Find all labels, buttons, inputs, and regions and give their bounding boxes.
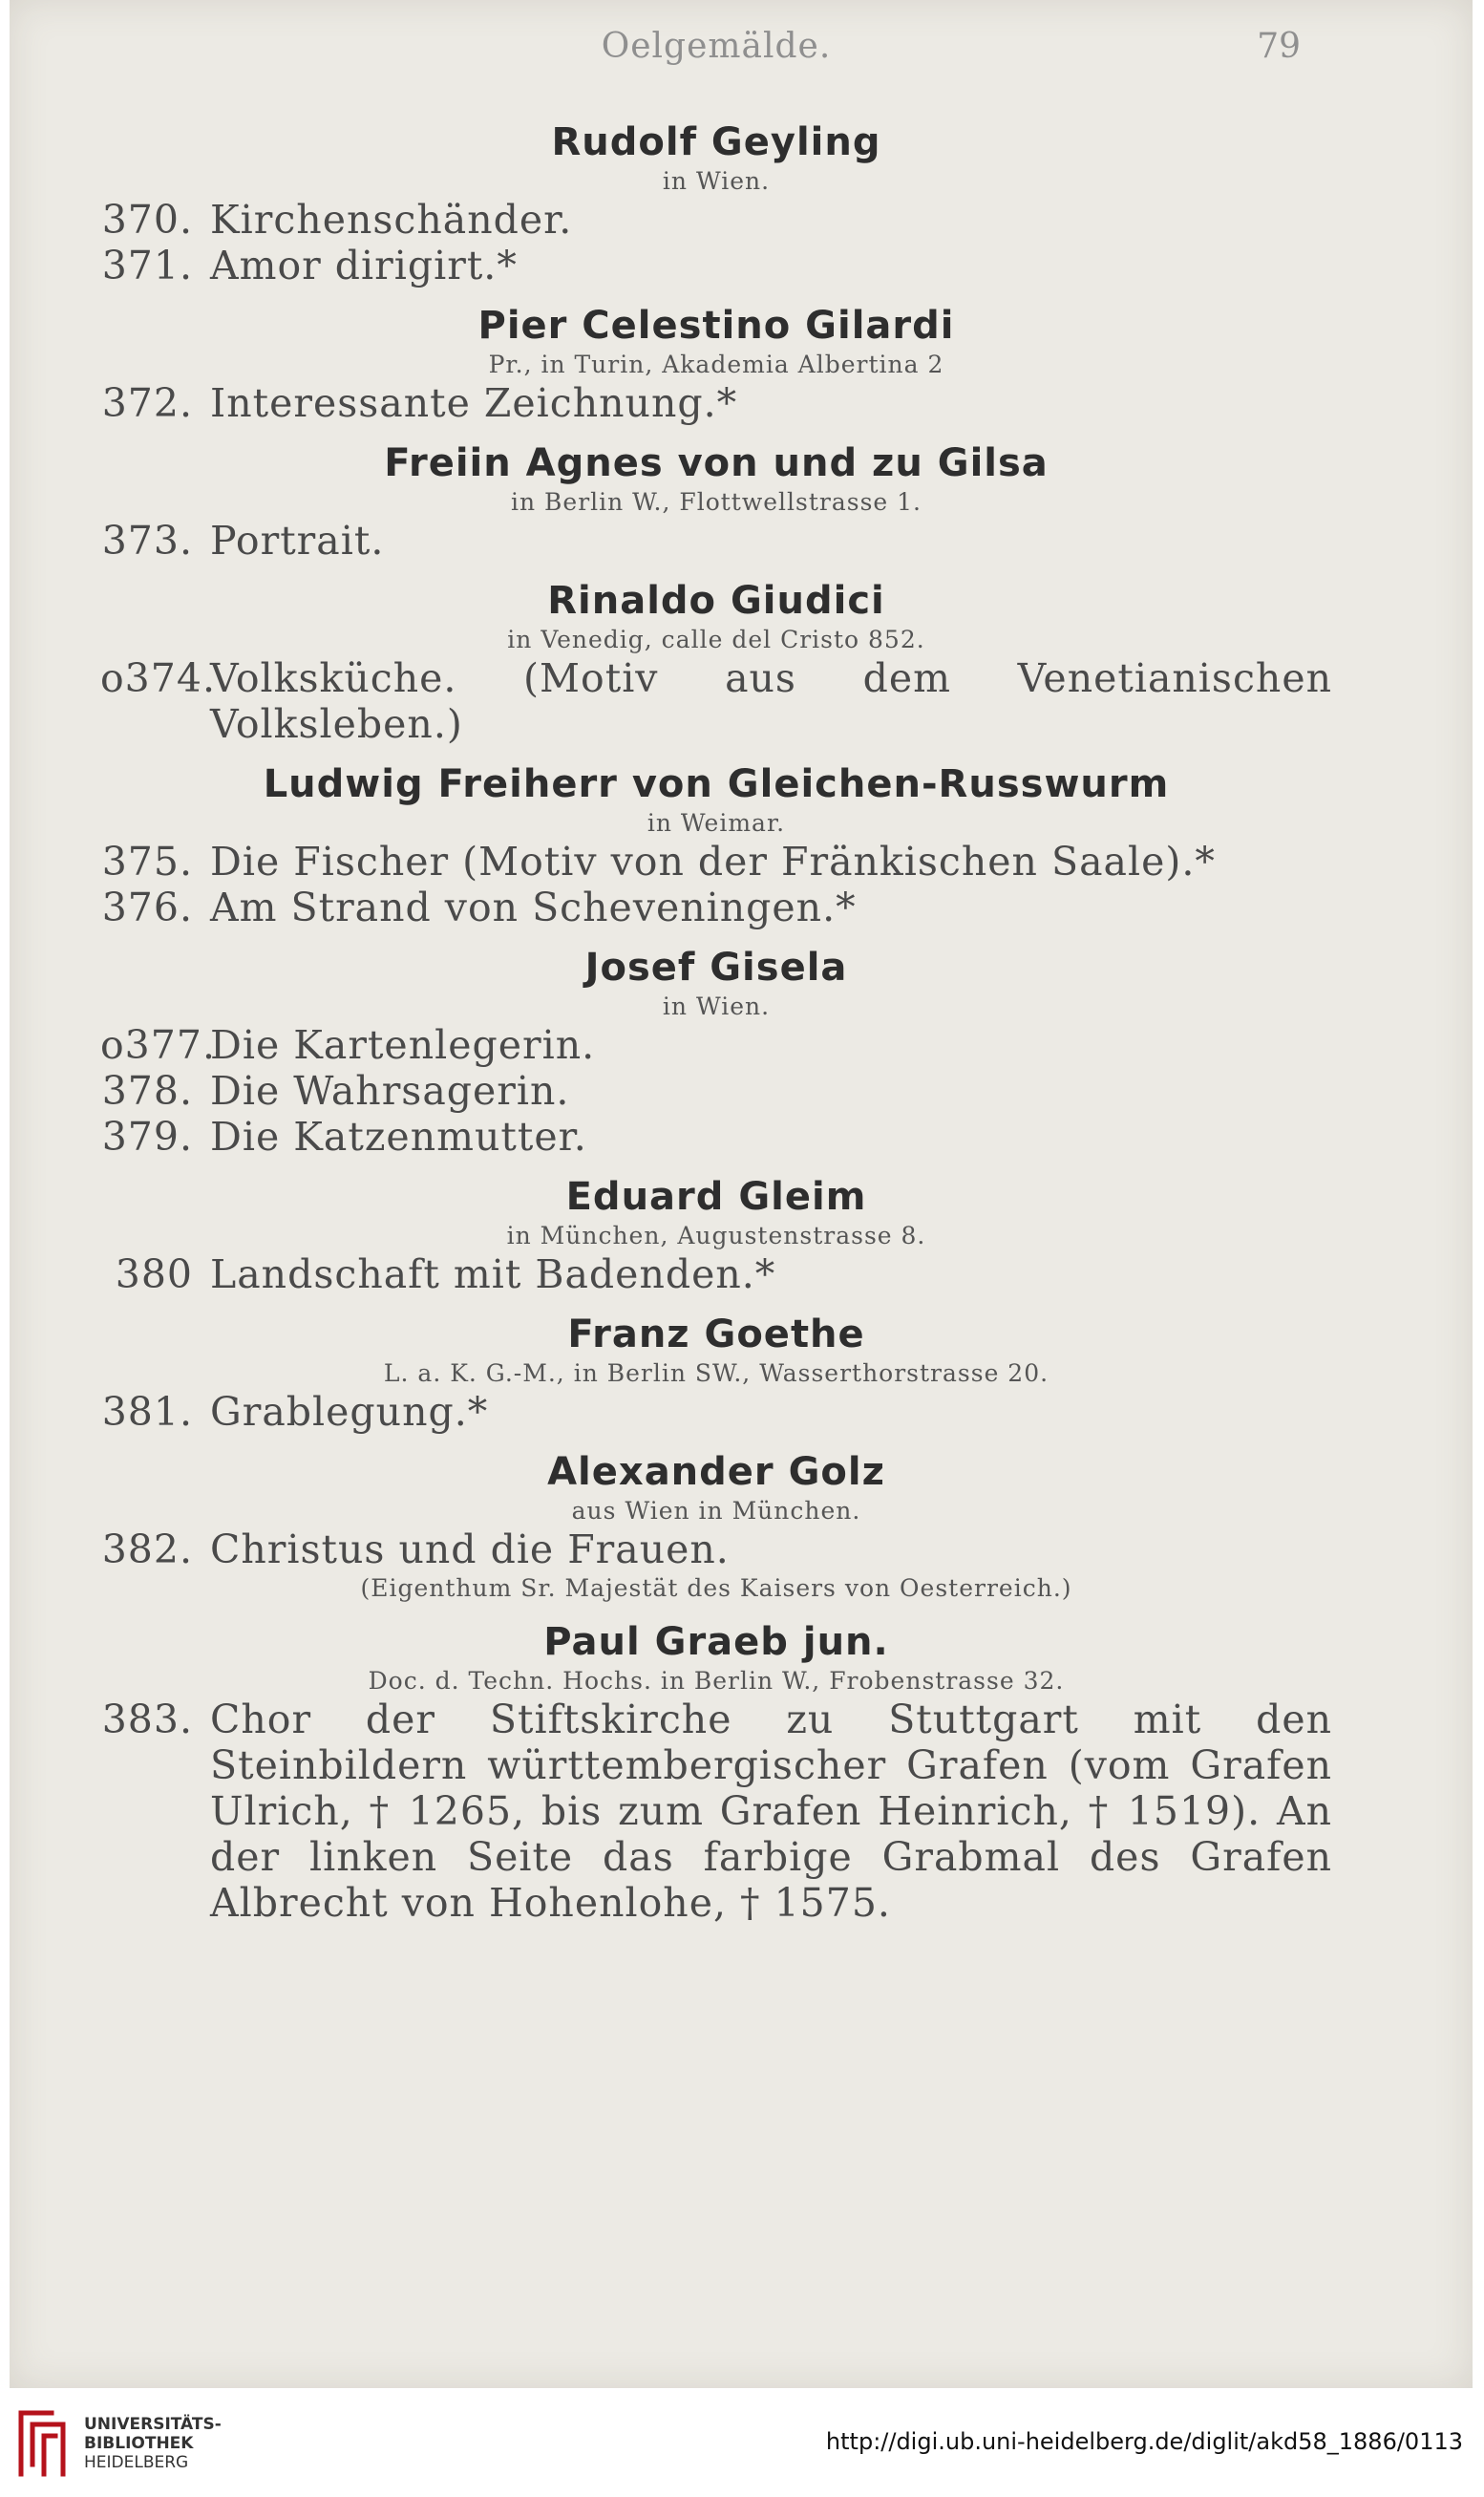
catalogue-entry: [100, 380, 1332, 426]
entry-title: Grablegung.*: [210, 1389, 489, 1435]
artist-location: in Wien.: [662, 992, 771, 1020]
entry-number: 372.: [101, 380, 193, 426]
entry-title: Die Kartenlegerin.: [210, 1022, 596, 1068]
catalogue-content: [100, 105, 1332, 1926]
artist-name: Ludwig Freiherr von Gleichen-Russwurm: [263, 762, 1170, 806]
catalogue-entry: [100, 1251, 1332, 1297]
library-logo-icon: [13, 2407, 73, 2480]
catalogue-entry: [100, 518, 1332, 564]
artist-heading: [100, 1173, 1332, 1251]
entry-number: 370.: [101, 197, 193, 243]
artist-heading: [100, 1311, 1332, 1389]
artist-name: Rinaldo Giudici: [547, 579, 885, 623]
entry-title: Chor der Stiftskirche zu Stuttgart mit den Steinbildern württembergischer Grafen (vom Grafen Ulrich, † 1265, bis zum Grafen Heinrich, † 1519). An der linken Seite das farbige Grabmal des Grafen Albrecht von Hohenlohe, † 1575.: [210, 1697, 1332, 1926]
catalogue-entry: [100, 1068, 1332, 1114]
entry-title: Amor dirigirt.*: [210, 243, 518, 288]
page-header: [10, 21, 1473, 78]
artist-location: in Weimar.: [647, 809, 786, 837]
entry-number: 381.: [101, 1389, 193, 1435]
library-name-line: BIBLIOTHEK: [84, 2434, 194, 2453]
entry-number: 382.: [101, 1526, 193, 1572]
artist-location: in München, Augustenstrasse 8.: [506, 1222, 926, 1249]
artist-name: Franz Goethe: [567, 1313, 865, 1356]
catalogue-entry: [100, 1526, 1332, 1572]
artist-location: Doc. d. Techn. Hochs. in Berlin W., Frobenstrasse 32.: [368, 1667, 1065, 1695]
library-name-line: UNIVERSITÄTS-: [84, 2415, 222, 2434]
entry-title: Die Wahrsagerin.: [210, 1068, 570, 1114]
artist-name: Pier Celestino Gilardi: [477, 304, 955, 348]
artist-name: Alexander Golz: [547, 1450, 885, 1494]
artist-heading: [100, 439, 1332, 518]
artist-name: Eduard Gleim: [565, 1175, 867, 1219]
entry-number: 383.: [101, 1697, 193, 1742]
catalogue-entry: [100, 1114, 1332, 1160]
entry-number: 371.: [101, 243, 193, 288]
catalogue-entry: [100, 655, 1332, 747]
artist-name: Rudolf Geyling: [551, 120, 881, 164]
artist-location: in Wien.: [662, 167, 771, 195]
entry-title: Die Katzenmutter.: [210, 1114, 587, 1160]
running-title: Oelgemälde.: [601, 27, 832, 66]
entry-title: Interessante Zeichnung.*: [210, 380, 738, 426]
entry-title: Portrait.: [210, 518, 385, 564]
artist-name: Paul Graeb jun.: [543, 1620, 889, 1664]
artist-location: in Berlin W., Flottwellstrasse 1.: [510, 488, 922, 516]
library-name: [84, 2415, 222, 2472]
entry-title: Christus und die Frauen.: [210, 1526, 730, 1572]
entry-number: 373.: [101, 518, 193, 564]
artist-location: Pr., in Turin, Akademia Albertina 2: [488, 351, 944, 378]
entry-number: 378.: [101, 1068, 193, 1114]
catalogue-entry: [100, 1022, 1332, 1068]
entry-number: 376.: [101, 885, 193, 930]
artist-location: in Venedig, calle del Cristo 852.: [507, 626, 925, 653]
catalogue-entry: [100, 243, 1332, 288]
entry-number: 379.: [101, 1114, 193, 1160]
artist-location: L. a. K. G.-M., in Berlin SW., Wasserthorstrasse 20.: [383, 1359, 1049, 1387]
entry-number: 375.: [101, 839, 193, 885]
artist-heading: [100, 944, 1332, 1022]
entry-title: Die Fischer (Motiv von der Fränkischen Saale).*: [210, 839, 1216, 885]
entry-number: 380: [115, 1251, 193, 1297]
entry-number: o374.: [100, 655, 216, 701]
artist-heading: [100, 1448, 1332, 1526]
page-number: 79: [1257, 27, 1301, 66]
artist-heading: [100, 1618, 1332, 1697]
artist-heading: [100, 760, 1332, 839]
catalogue-entry: [100, 1389, 1332, 1435]
scanned-page: [10, 0, 1473, 2388]
catalogue-entry: [100, 885, 1332, 930]
library-name-line: HEIDELBERG: [84, 2453, 189, 2472]
artist-name: Josef Gisela: [584, 946, 848, 990]
artist-heading: [100, 302, 1332, 380]
catalogue-entry: [100, 1697, 1332, 1926]
ownership-note: (Eigenthum Sr. Majestät des Kaisers von Oesterreich.): [360, 1574, 1072, 1602]
artist-name: Freiin Agnes von und zu Gilsa: [384, 441, 1049, 485]
artist-heading: [100, 577, 1332, 655]
entry-title: Kirchenschänder.: [210, 197, 573, 243]
artist-location: aus Wien in München.: [571, 1497, 861, 1525]
artist-heading: [100, 118, 1332, 197]
catalogue-entry: [100, 197, 1332, 243]
entry-title: Am Strand von Scheveningen.*: [210, 885, 857, 930]
entry-title: Volksküche. (Motiv aus dem Venetianischen Volksleben.): [210, 655, 1332, 747]
permalink-url[interactable]: http://digi.ub.uni-heidelberg.de/diglit/akd58_1886/0113: [825, 2428, 1463, 2455]
digitization-footer: [0, 2390, 1484, 2497]
catalogue-entry: [100, 839, 1332, 885]
entry-title: Landschaft mit Badenden.*: [210, 1251, 776, 1297]
entry-number: o377.: [100, 1022, 216, 1068]
